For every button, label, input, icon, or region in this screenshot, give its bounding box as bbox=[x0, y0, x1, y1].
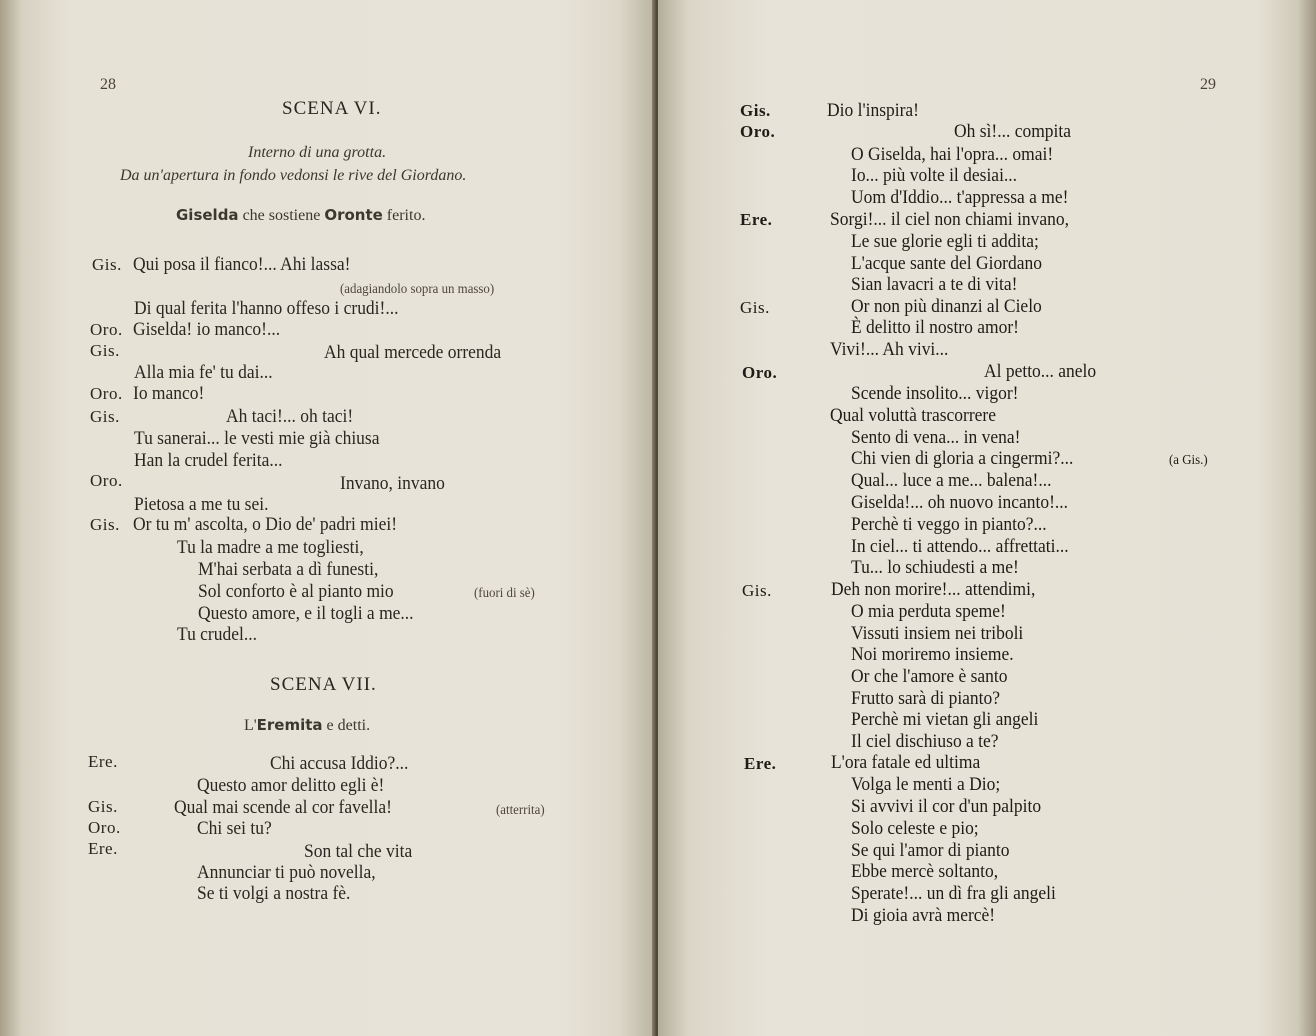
speaker-label: Gis. bbox=[90, 341, 120, 360]
verse-line: Qual... luce a me... balena!... bbox=[851, 470, 1052, 491]
verse-line: Al petto... anelo bbox=[984, 361, 1097, 382]
verse-line: Ah qual mercede orrenda bbox=[324, 342, 502, 363]
verse-line: M'hai serbata a dì funesti, bbox=[198, 559, 379, 580]
stage-direction: (atterrita) bbox=[496, 803, 545, 818]
speaker-label: Oro. bbox=[740, 122, 776, 141]
stage-direction bbox=[176, 206, 425, 225]
speaker-label: Ere. bbox=[744, 754, 777, 773]
verse-line: O Giselda, hai l'opra... omai! bbox=[851, 144, 1054, 165]
verse-line: Di gioia avrà mercè! bbox=[851, 905, 996, 926]
verse-line: Tu la madre a me togliesti, bbox=[177, 537, 364, 558]
stage-direction bbox=[244, 716, 370, 735]
verse-line: Sento di vena... in vena! bbox=[851, 427, 1021, 448]
verse-line: Questo amore, e il togli a me... bbox=[198, 603, 414, 624]
character-name: Oronte bbox=[324, 206, 383, 224]
verse-line: Perchè ti veggo in pianto?... bbox=[851, 514, 1047, 535]
verse-line: Frutto sarà di pianto? bbox=[851, 688, 1001, 709]
verse-line: Tu... lo schiudesti a me! bbox=[851, 557, 1019, 578]
verse-line: Or non più dinanzi al Cielo bbox=[851, 296, 1042, 317]
verse-line: Solo celeste e pio; bbox=[851, 818, 979, 839]
verse-line: Giselda! io manco!... bbox=[133, 319, 281, 340]
verse-line: Ah taci!... oh taci! bbox=[226, 406, 354, 427]
verse-line: L'ora fatale ed ultima bbox=[831, 752, 981, 773]
verse-line: Qual voluttà trascorrere bbox=[830, 405, 996, 426]
verse-line: Tu sanerai... le vesti mie già chiusa bbox=[134, 428, 380, 449]
verse-line: Invano, invano bbox=[340, 473, 445, 494]
scene-heading: SCENA VII. bbox=[270, 674, 377, 695]
verse-line: L'acque sante del Giordano bbox=[851, 253, 1042, 274]
verse-line: Annunciar ti può novella, bbox=[197, 862, 376, 883]
direction-text: e detti. bbox=[322, 717, 371, 734]
speaker-label: Oro. bbox=[742, 363, 778, 382]
speaker-label: Gis. bbox=[90, 515, 120, 534]
verse-line: Han la crudel ferita... bbox=[134, 450, 283, 471]
verse-line: In ciel... ti attendo... affrettati... bbox=[851, 536, 1069, 557]
speaker-label: Ere. bbox=[740, 210, 773, 229]
stage-direction: (a Gis.) bbox=[1169, 453, 1208, 468]
verse-line: Vivi!... Ah vivi... bbox=[830, 339, 949, 360]
verse-line: Le sue glorie egli ti addita; bbox=[851, 231, 1039, 252]
verse-line: Scende insolito... vigor! bbox=[851, 383, 1019, 404]
verse-line: Chi sei tu? bbox=[197, 818, 272, 839]
verse-line: Noi moriremo insieme. bbox=[851, 644, 1014, 665]
speaker-label: Gis. bbox=[740, 101, 771, 120]
speaker-label: Gis. bbox=[742, 581, 772, 600]
character-name: Eremita bbox=[256, 716, 323, 734]
speaker-label: Gis. bbox=[88, 797, 118, 816]
verse-line: Tu crudel... bbox=[177, 624, 257, 645]
verse-line: Questo amor delitto egli è! bbox=[197, 775, 385, 796]
stage-setting: Interno di una grotta. bbox=[248, 144, 387, 161]
verse-line: Son tal che vita bbox=[304, 841, 413, 862]
verse-line: Ebbe mercè soltanto, bbox=[851, 861, 999, 882]
verse-line: Se ti volgi a nostra fè. bbox=[197, 883, 351, 904]
direction-text: che sostiene bbox=[238, 207, 325, 224]
verse-line: Si avvivi il cor d'un palpito bbox=[851, 796, 1042, 817]
direction-text: ferito. bbox=[382, 207, 426, 224]
speaker-label: Ere. bbox=[88, 839, 118, 858]
page-number: 29 bbox=[1200, 76, 1216, 93]
verse-line: Di qual ferita l'hanno offeso i crudi!... bbox=[134, 298, 399, 319]
verse-line: Or che l'amore è santo bbox=[851, 666, 1008, 687]
verse-line: Pietosa a me tu sei. bbox=[134, 494, 269, 515]
verse-line: Alla mia fe' tu dai... bbox=[134, 362, 273, 383]
speaker-label: Oro. bbox=[88, 818, 121, 837]
stage-direction: (adagiandolo sopra un masso) bbox=[340, 282, 495, 297]
right-page bbox=[658, 0, 1316, 1036]
stage-direction: (fuori di sè) bbox=[474, 586, 535, 601]
character-name: Giselda bbox=[176, 206, 239, 224]
speaker-label: Oro. bbox=[90, 471, 123, 490]
verse-line: Oh sì!... compita bbox=[954, 121, 1072, 142]
verse-line: Se qui l'amor di pianto bbox=[851, 840, 1010, 861]
verse-line: O mia perduta speme! bbox=[851, 601, 1006, 622]
verse-line: Io... più volte il desiai... bbox=[851, 165, 1018, 186]
verse-line: Sian lavacri a te di vita! bbox=[851, 274, 1018, 295]
verse-line: Giselda!... oh nuovo incanto!... bbox=[851, 492, 1069, 513]
verse-line: È delitto il nostro amor! bbox=[851, 317, 1019, 338]
speaker-label: Oro. bbox=[90, 384, 123, 403]
left-page bbox=[0, 0, 656, 1036]
speaker-label: Oro. bbox=[90, 320, 123, 339]
verse-line: Qui posa il fianco!... Ahi lassa! bbox=[133, 254, 351, 275]
verse-line: Chi vien di gloria a cingermi?... bbox=[851, 448, 1074, 469]
speaker-label: Gis. bbox=[90, 407, 120, 426]
speaker-label: Gis. bbox=[92, 255, 122, 274]
page-number: 28 bbox=[100, 76, 116, 93]
verse-line: Io manco! bbox=[133, 383, 205, 404]
verse-line: Or tu m' ascolta, o Dio de' padri miei! bbox=[133, 514, 398, 535]
verse-line: Dio l'inspira! bbox=[827, 100, 919, 121]
verse-line: Qual mai scende al cor favella! bbox=[174, 797, 392, 818]
verse-line: Deh non morire!... attendimi, bbox=[831, 579, 1036, 600]
speaker-label: Gis. bbox=[740, 298, 770, 317]
verse-line: Sorgi!... il ciel non chiami invano, bbox=[830, 209, 1070, 230]
verse-line: Chi accusa Iddio?... bbox=[270, 753, 409, 774]
verse-line: Sol conforto è al pianto mio bbox=[198, 581, 394, 602]
verse-line: Uom d'Iddio... t'appressa a me! bbox=[851, 187, 1069, 208]
speaker-label: Ere. bbox=[88, 752, 118, 771]
verse-line: Vissuti insiem nei triboli bbox=[851, 623, 1024, 644]
verse-line: Sperate!... un dì fra gli angeli bbox=[851, 883, 1056, 904]
stage-setting: Da un'apertura in fondo vedonsi le rive del Giordano. bbox=[120, 167, 467, 184]
verse-line: Perchè mi vietan gli angeli bbox=[851, 709, 1039, 730]
scene-heading: SCENA VI. bbox=[282, 98, 382, 119]
verse-line: Volga le menti a Dio; bbox=[851, 774, 1001, 795]
verse-line: Il ciel dischiuso a te? bbox=[851, 731, 999, 752]
direction-text: L' bbox=[244, 717, 257, 734]
